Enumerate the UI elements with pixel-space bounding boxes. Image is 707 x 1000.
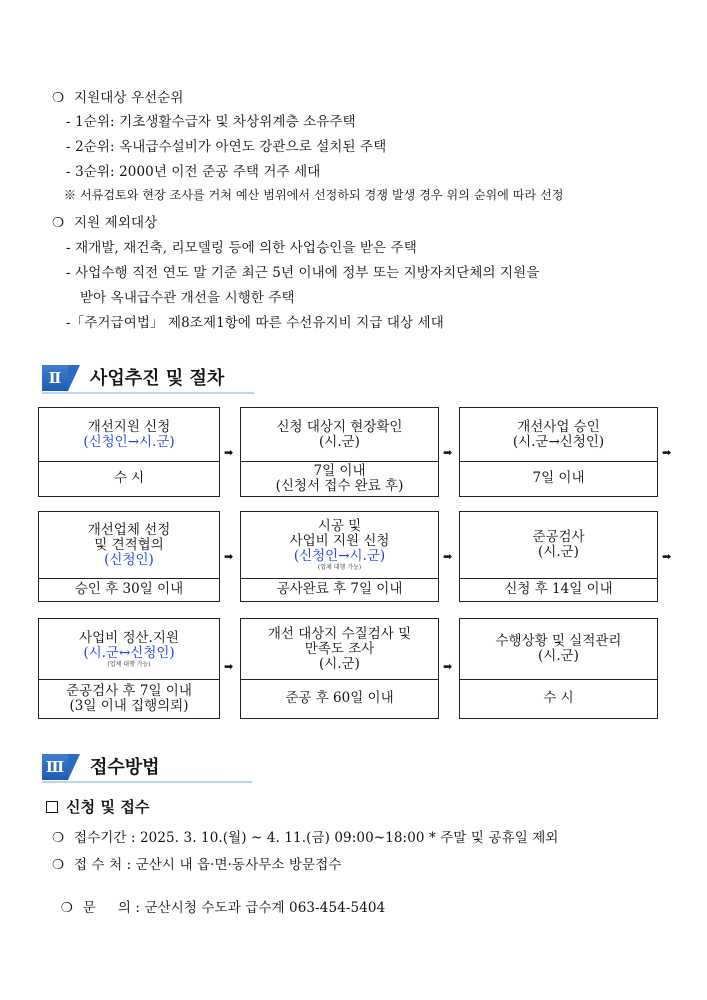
step-5-bottom — [241, 578, 438, 601]
step-title: 신청 대상지 현장확인 — [276, 418, 403, 435]
apply-item-text: 문 의 : 군산시청 수도과 급수계 063-454-5404 — [82, 900, 386, 916]
apply-location — [52, 853, 342, 873]
checkbox-square-icon — [46, 801, 58, 813]
step-8-top — [241, 619, 438, 680]
step-title: 수행상황 및 실적관리 — [495, 633, 622, 649]
step-agency-note: (업체 대행 가능) — [107, 660, 151, 668]
step-duration-note: (3일 이내 집행의뢰) — [69, 697, 189, 714]
priority-item-text: 2순위: 옥내급수설비가 아연도 강관으로 설치된 주택 — [75, 139, 387, 155]
step-title-2: 사업비 지원 신청 — [289, 533, 390, 549]
step-8-box — [240, 618, 439, 719]
priority-heading-text: 지원대상 우선순위 — [74, 90, 184, 106]
flow-arrow-icon: ➡ — [224, 446, 234, 459]
flow-arrow-icon: ➡ — [443, 446, 453, 459]
exclusion-item-3 — [66, 311, 444, 331]
step-actor: (시.군) — [319, 655, 360, 672]
flow-arrow-icon: ➡ — [224, 660, 234, 673]
step-title: 개선사업 승인 — [517, 418, 600, 435]
step-title-2: 만족도 조사 — [304, 640, 375, 657]
step-3-top — [460, 408, 657, 462]
step-duration: 신청 후 14일 이내 — [504, 581, 613, 597]
step-5-box — [240, 511, 439, 602]
step-2-box — [240, 407, 439, 497]
dash-bullet: - — [66, 265, 71, 281]
step-duration: 수 시 — [113, 470, 145, 486]
exclusion-heading-text: 지원 제외대상 — [74, 215, 158, 231]
exclusion-item-text: 재개발, 재건축, 리모델링 등에 의한 사업승인을 받은 주택 — [75, 240, 417, 256]
circle-bullet-icon: ❍ — [60, 900, 73, 916]
step-actor: (시.군) — [538, 544, 579, 560]
step-9-top — [460, 619, 657, 680]
exclusion-item-text: 「주거급여법」 제8조제1항에 따른 수선유지비 지급 대상 세대 — [70, 315, 444, 331]
step-duration-note: (신청서 접수 완료 후) — [275, 477, 404, 494]
priority-item-1 — [66, 110, 356, 130]
step-2-bottom — [241, 461, 438, 496]
priority-item-text: 1순위: 기초생활수급자 및 차상위계층 소유주택 — [75, 114, 356, 130]
step-1-bottom — [39, 461, 219, 496]
apply-heading — [46, 796, 150, 817]
step-8-bottom — [241, 679, 438, 718]
priority-item-text: 3순위: 2000년 이전 준공 주택 거주 세대 — [75, 164, 321, 180]
step-actor: (시.군) — [319, 433, 360, 450]
step-6-top — [460, 512, 657, 579]
step-title: 시공 및 — [317, 518, 362, 534]
step-duration: 수 시 — [543, 690, 574, 706]
step-duration: 7일 이내 — [532, 470, 585, 486]
priority-note: ※ 서류검토와 현장 조사를 거쳐 예산 범위에서 선정하되 경쟁 발생 경우 위의 순위에 따라 선정 — [64, 188, 564, 202]
step-9-box — [459, 618, 658, 719]
apply-contact — [52, 880, 385, 916]
exclusion-item-1 — [66, 236, 417, 256]
dash-bullet: - — [66, 164, 71, 180]
exclusion-item-2-cont: 받아 옥내급수관 개선을 시행한 주택 — [80, 290, 295, 306]
step-actor: (신청인→시.군) — [293, 548, 386, 564]
dash-bullet: - — [66, 315, 71, 331]
section-number: Ⅱ — [42, 365, 68, 391]
step-actor: (시.군→신청인) — [512, 433, 605, 450]
apply-item-text: 접 수 처 : 군산시 내 읍·면·동사무소 방문접수 — [74, 857, 342, 873]
dash-bullet: - — [66, 114, 71, 130]
dash-bullet: - — [66, 139, 71, 155]
step-title: 개선업체 선정 — [87, 521, 171, 538]
flow-arrow-icon: ➡ — [224, 550, 234, 563]
apply-item-text: 접수기간 : 2025. 3. 10.(월) ~ 4. 11.(금) 09:00~18:00 * 주말 및 공휴일 제외 — [74, 830, 559, 846]
circle-bullet-icon: ❍ — [52, 830, 65, 846]
step-7-box — [38, 618, 220, 719]
step-3-bottom — [460, 461, 657, 496]
step-duration: 준공검사 후 7일 이내 — [66, 682, 192, 699]
step-3-box — [459, 407, 658, 497]
step-title: 준공검사 — [532, 529, 585, 545]
step-2-top — [241, 408, 438, 462]
step-5-top — [241, 512, 438, 579]
flow-arrow-icon: ➡ — [662, 446, 672, 459]
exclusion-item-2 — [66, 261, 539, 281]
circle-bullet-icon: ❍ — [52, 857, 65, 873]
step-title-2: 및 견적협의 — [94, 536, 164, 553]
step-title: 개선지원 신청 — [87, 418, 171, 435]
section-number: Ⅲ — [42, 754, 68, 780]
step-duration: 7일 이내 — [313, 462, 366, 479]
section-slant-decoration — [68, 365, 80, 391]
step-1-box — [38, 407, 220, 497]
step-duration: 공사완료 후 7일 이내 — [276, 581, 403, 597]
step-actor: (시.군) — [538, 648, 579, 664]
section-underline — [42, 781, 252, 783]
circle-bullet-icon: ❍ — [52, 90, 65, 106]
step-4-box — [38, 511, 220, 602]
step-4-top — [39, 512, 219, 579]
exclusion-item-text: 사업수행 직전 연도 말 기준 최근 5년 이내에 정부 또는 지방자치단체의 지원을 — [75, 265, 540, 281]
exclusion-heading — [52, 211, 157, 231]
section-title: 사업추진 및 절차 — [90, 368, 225, 389]
step-1-top — [39, 408, 219, 462]
step-title: 사업비 정산.지원 — [79, 629, 179, 646]
priority-item-2 — [66, 135, 386, 155]
step-duration: 승인 후 30일 이내 — [74, 581, 184, 597]
flow-arrow-icon: ➡ — [443, 550, 453, 563]
step-4-bottom — [39, 578, 219, 601]
section-slant-decoration — [68, 754, 80, 780]
step-title: 개선 대상지 수질검사 및 — [267, 625, 412, 642]
step-actor: (시.군↔신청인) — [83, 644, 175, 661]
apply-heading-text: 신청 및 접수 — [66, 798, 150, 816]
step-6-box — [459, 511, 658, 602]
step-7-bottom — [39, 679, 219, 718]
step-9-bottom — [460, 679, 657, 718]
section-underline — [42, 392, 254, 394]
step-agency-note: (업체 대행 가능) — [317, 564, 362, 571]
step-7-top — [39, 619, 219, 680]
flow-arrow-icon: ➡ — [662, 550, 672, 563]
section-title: 접수방법 — [90, 757, 160, 778]
step-actor: (신청인→시.군) — [83, 433, 175, 450]
priority-heading — [52, 86, 184, 106]
circle-bullet-icon: ❍ — [52, 215, 65, 231]
flow-arrow-icon: ➡ — [443, 660, 453, 673]
apply-period — [52, 826, 559, 846]
step-duration: 준공 후 60일 이내 — [285, 690, 394, 706]
step-6-bottom — [460, 578, 657, 601]
step-actor: (신청인) — [104, 551, 154, 568]
priority-item-3 — [66, 160, 320, 180]
dash-bullet: - — [66, 240, 71, 256]
